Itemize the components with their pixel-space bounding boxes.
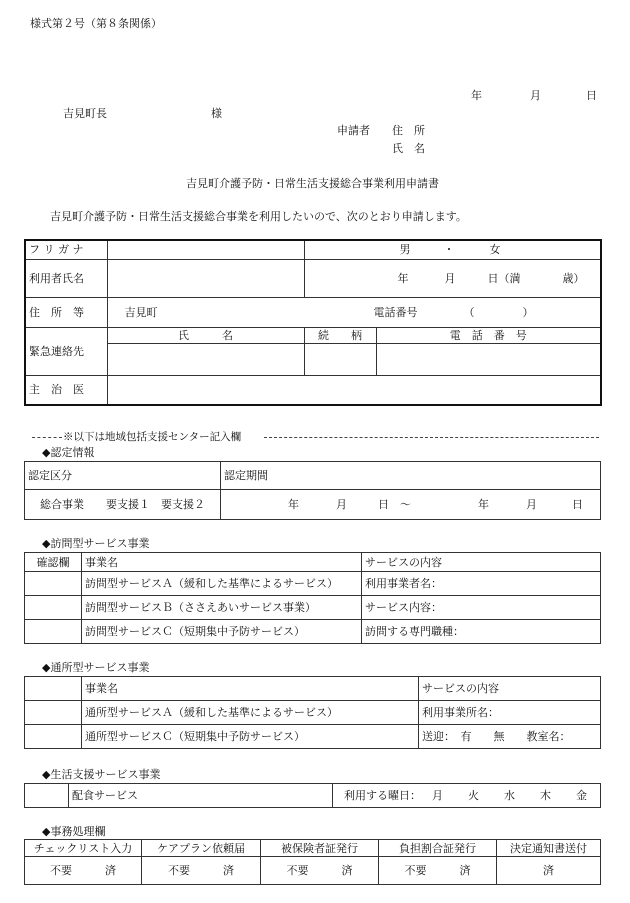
day-tue[interactable]: 火 — [468, 789, 479, 802]
user-name-label: 利用者氏名 — [25, 259, 107, 297]
date-day-label: 日 — [586, 89, 597, 102]
phone-open: （ — [463, 305, 475, 319]
office-header-burden: 負担割合証発行 — [379, 840, 497, 857]
phone-close: ） — [522, 305, 534, 319]
office-value-insurance[interactable]: 不要 済 — [261, 857, 379, 885]
cert-category-options[interactable] — [25, 490, 221, 520]
address-label: 住 所 等 — [25, 297, 107, 327]
office-value-careplan[interactable]: 不要 済 — [142, 857, 261, 885]
address-value: 吉見町 — [124, 305, 158, 319]
commute-content-c[interactable]: 送迎： 有 無 教室名： — [419, 725, 601, 749]
gender-cell[interactable] — [304, 240, 601, 259]
emergency-relation-field[interactable] — [304, 343, 376, 375]
visit-content-header: サービスの内容 — [362, 553, 601, 572]
cert-from-year: 年 — [288, 498, 299, 511]
office-header-careplan: ケアプラン依頼届 — [142, 840, 261, 857]
commute-content-a[interactable]: 利用事業所名： — [419, 701, 601, 725]
visit-service-a: 訪問型サービスＡ（緩和した基準によるサービス） — [82, 572, 362, 596]
office-table — [24, 839, 601, 885]
cert-period-field[interactable] — [221, 490, 601, 520]
commute-service-c: 通所型サービスＣ（短期集中予防サービス） — [82, 725, 419, 749]
birth-day-label: 日（満 — [487, 271, 521, 285]
visit-business-header: 事業名 — [82, 553, 362, 572]
visit-service-table — [24, 552, 601, 644]
visit-check-b[interactable] — [25, 596, 82, 620]
cert-category-label: 認定区分 — [25, 462, 221, 490]
visit-check-a[interactable] — [25, 572, 82, 596]
commute-check-a[interactable] — [25, 701, 82, 725]
visit-content-a[interactable]: 利用事業者名： — [362, 572, 601, 596]
office-value-notice[interactable]: 済 — [497, 857, 601, 885]
birth-month-label: 月 — [444, 271, 456, 285]
office-header-notice: 決定通知書送付 — [497, 840, 601, 857]
commute-check-c[interactable] — [25, 725, 82, 749]
day-thu[interactable]: 木 — [540, 789, 551, 802]
office-value-checklist[interactable]: 不要 済 — [25, 857, 142, 885]
birth-age-label: 歳） — [562, 271, 585, 285]
application-table — [24, 239, 602, 406]
gender-female[interactable]: 女 — [489, 243, 501, 257]
gender-separator: ・ — [443, 243, 455, 257]
intro-text: 吉見町介護予防・日常生活支援総合事業を利用したいので、次のとおり申請します。 — [50, 210, 467, 223]
cert-category-value[interactable]: 総合事業 要支援１ 要支援２ — [40, 498, 205, 511]
gender-male[interactable]: 男 — [399, 243, 411, 257]
emergency-name-header: 氏 名 — [107, 327, 304, 343]
center-note: ※以下は地域包括支援センター記入欄 — [63, 431, 242, 443]
life-days-label: 利用する曜日： — [344, 789, 421, 802]
day-wed[interactable]: 水 — [504, 789, 515, 802]
visit-check-header: 確認欄 — [25, 553, 82, 572]
cert-to-day: 日 — [572, 498, 583, 511]
visit-service-b: 訪問型サービスＢ（ささえあいサービス事業） — [82, 596, 362, 620]
applicant-label: 申請者 — [337, 124, 370, 137]
day-fri[interactable]: 金 — [576, 789, 587, 802]
visit-check-c[interactable] — [25, 620, 82, 644]
visit-heading: ◆訪問型サービス事業 — [42, 537, 150, 550]
commute-heading: ◆通所型サービス事業 — [42, 661, 150, 674]
cert-from-day: 日 ～ — [378, 498, 411, 511]
emergency-name-field[interactable] — [107, 343, 304, 375]
commute-content-header: サービスの内容 — [419, 677, 601, 701]
commute-service-a: 通所型サービスＡ（緩和した基準によるサービス） — [82, 701, 419, 725]
emergency-relation-header: 続 柄 — [304, 327, 376, 343]
visit-service-c: 訪問型サービスＣ（短期集中予防サービス） — [82, 620, 362, 644]
applicant-address-label: 住 所 — [392, 124, 425, 137]
life-heading: ◆生活支援サービス事業 — [42, 768, 161, 781]
phone-label: 電話番号 — [373, 305, 418, 319]
commute-business-header: 事業名 — [82, 677, 419, 701]
day-mon[interactable]: 月 — [432, 789, 443, 802]
form-number: 様式第２号（第８条関係） — [30, 17, 162, 30]
address-phone-cell[interactable] — [107, 297, 601, 327]
cert-to-month: 月 — [526, 498, 537, 511]
emergency-contact-label: 緊急連絡先 — [25, 327, 107, 375]
life-service-table — [24, 783, 601, 808]
office-heading: ◆事務処理欄 — [42, 825, 106, 838]
doctor-field[interactable] — [107, 375, 601, 405]
life-service-name: 配食サービス — [69, 784, 333, 808]
date-year-label: 年 — [471, 89, 482, 102]
furigana-label: フ リ ガ ナ — [25, 240, 107, 259]
date-month-label: 月 — [530, 89, 541, 102]
furigana-field[interactable] — [107, 240, 304, 259]
visit-content-b[interactable]: サービス内容： — [362, 596, 601, 620]
dash-rule-right — [264, 437, 599, 438]
office-header-insurance: 被保険者証発行 — [261, 840, 379, 857]
emergency-phone-header: 電 話 番 号 — [376, 327, 601, 343]
commute-check-header — [25, 677, 82, 701]
doctor-label: 主 治 医 — [25, 375, 107, 405]
cert-heading: ◆認定情報 — [42, 446, 95, 459]
cert-to-year: 年 — [478, 498, 489, 511]
life-check[interactable] — [25, 784, 69, 808]
commute-service-table — [24, 676, 601, 749]
office-value-burden[interactable]: 不要 済 — [379, 857, 497, 885]
birth-year-label: 年 — [397, 271, 409, 285]
addressee-honorific: 様 — [211, 107, 222, 120]
emergency-phone-field[interactable] — [376, 343, 601, 375]
applicant-name-label: 氏 名 — [392, 142, 425, 155]
user-name-field[interactable] — [107, 259, 304, 297]
cert-period-label: 認定期間 — [221, 462, 601, 490]
form-title: 吉見町介護予防・日常生活支援総合事業利用申請書 — [186, 177, 439, 190]
cert-from-month: 月 — [336, 498, 347, 511]
birthdate-cell[interactable] — [304, 259, 601, 297]
dash-rule-left — [32, 437, 62, 438]
cert-table — [24, 461, 601, 520]
office-header-checklist: チェックリスト入力 — [25, 840, 142, 857]
addressee-name: 吉見町長 — [63, 107, 107, 120]
life-days-cell[interactable] — [333, 784, 601, 808]
visit-content-c[interactable]: 訪問する専門職種： — [362, 620, 601, 644]
